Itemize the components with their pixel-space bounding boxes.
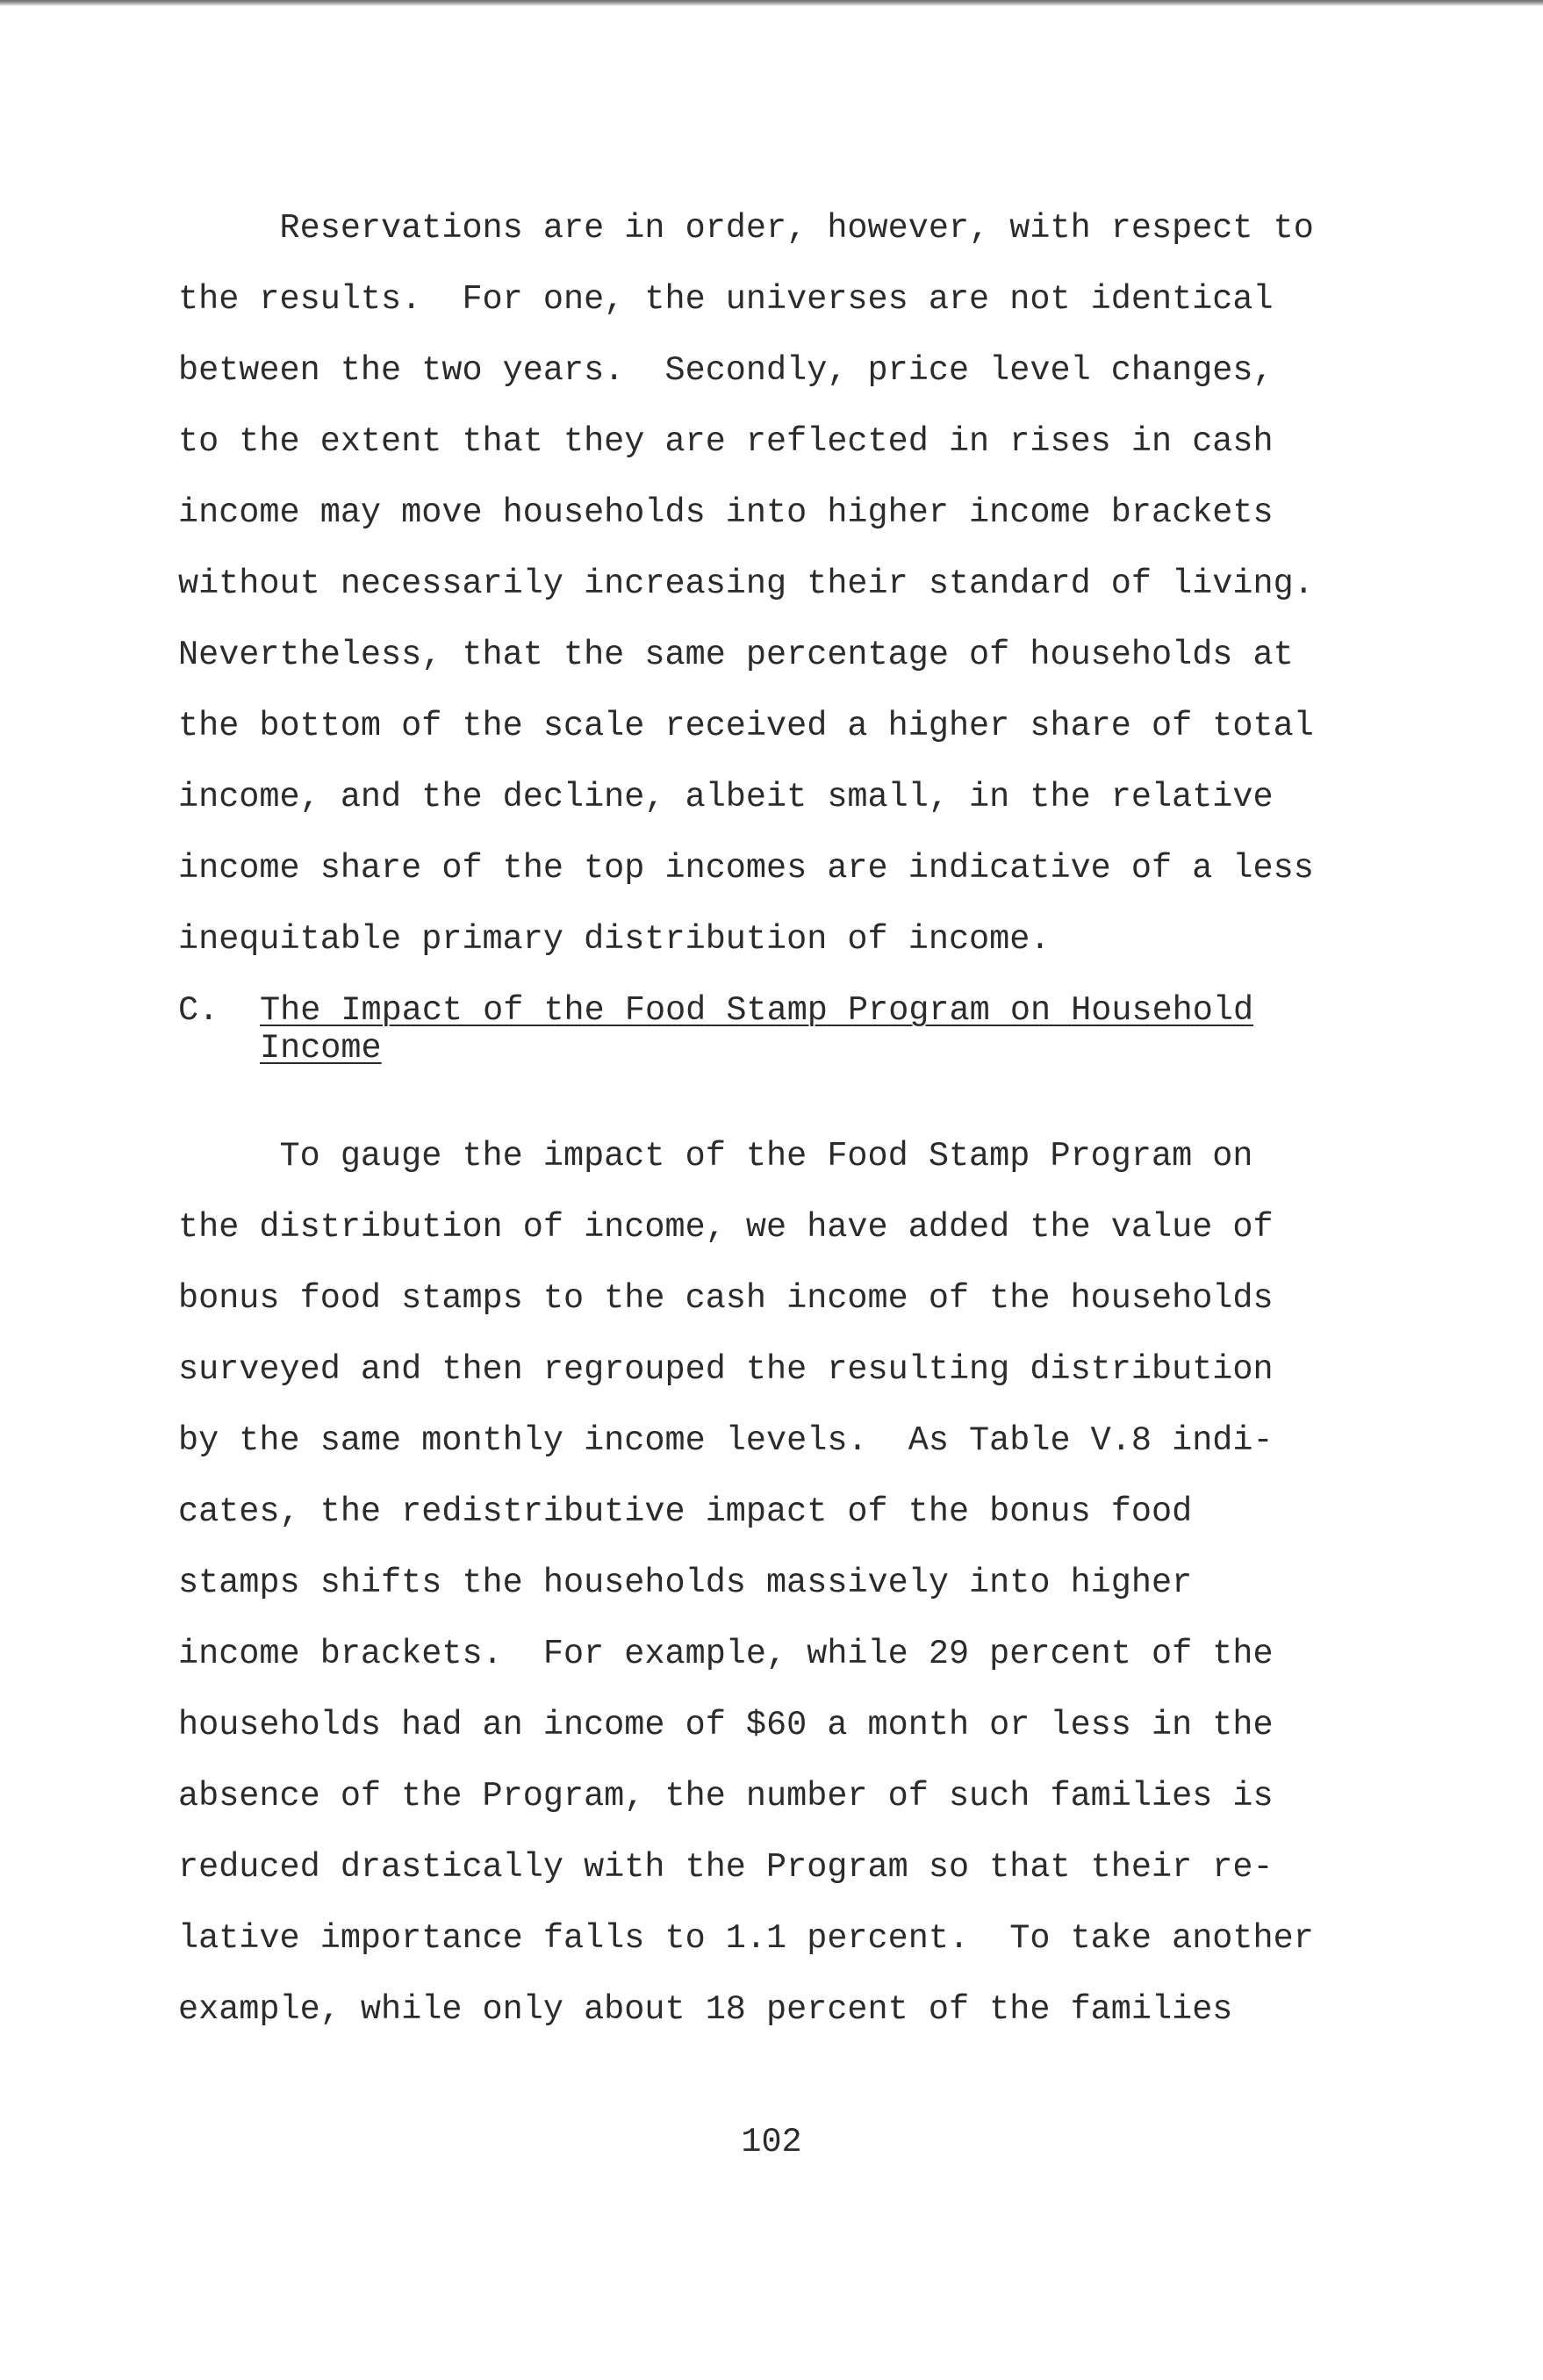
page-number: 102 [741, 2123, 802, 2161]
paragraph1-line: to the extent that they are reflected in rises in cash [178, 422, 1274, 461]
section-letter: C. [178, 991, 219, 1030]
paragraph2-line: households had an income of $60 a month or less in the [178, 1706, 1274, 1744]
paragraph1-line: income may move households into higher income brackets [178, 493, 1274, 532]
paragraph2-line: absence of the Program, the number of such families is [178, 1777, 1274, 1816]
paragraph1-line: without necessarily increasing their standard of living. [178, 564, 1314, 603]
paragraph2-line: stamps shifts the households massively into higher [178, 1564, 1193, 1602]
paragraph2-line: cates, the redistributive impact of the bonus food [178, 1492, 1193, 1531]
paragraph1-line: Nevertheless, that the same percentage of households at [178, 636, 1294, 674]
scan-top-edge [0, 0, 1543, 6]
paragraph2-line: lative importance falls to 1.1 percent. To take another [178, 1919, 1314, 1958]
paragraph2-line: by the same monthly income levels. As Table V.8 indi- [178, 1421, 1274, 1460]
paragraph1-line: Reservations are in order, however, with respect to [178, 209, 1314, 248]
section-title-line: The Impact of the Food Stamp Program on Household [260, 991, 1254, 1030]
paragraph2-line: surveyed and then regrouped the resulting distribution [178, 1350, 1274, 1389]
paragraph2-line: income brackets. For example, while 29 percent of the [178, 1635, 1274, 1673]
section-title-line: Income [260, 1029, 382, 1068]
paragraph1-line: the bottom of the scale received a higher share of total [178, 707, 1314, 745]
paragraph2-line: To gauge the impact of the Food Stamp Program on [178, 1137, 1253, 1176]
paragraph1-line: inequitable primary distribution of income. [178, 920, 1051, 959]
paragraph1-line: income, and the decline, albeit small, in the relative [178, 778, 1274, 816]
paragraph2-line: reduced drastically with the Program so that their re- [178, 1848, 1274, 1887]
paragraph2-line: bonus food stamps to the cash income of the households [178, 1279, 1274, 1318]
paragraph2-line: the distribution of income, we have added the value of [178, 1208, 1274, 1247]
paragraph1-line: between the two years. Secondly, price level changes, [178, 351, 1274, 390]
paragraph1-line: income share of the top incomes are indicative of a less [178, 849, 1314, 888]
paragraph1-line: the results. For one, the universes are not identical [178, 280, 1274, 319]
paragraph2-line: example, while only about 18 percent of the families [178, 1990, 1233, 2029]
